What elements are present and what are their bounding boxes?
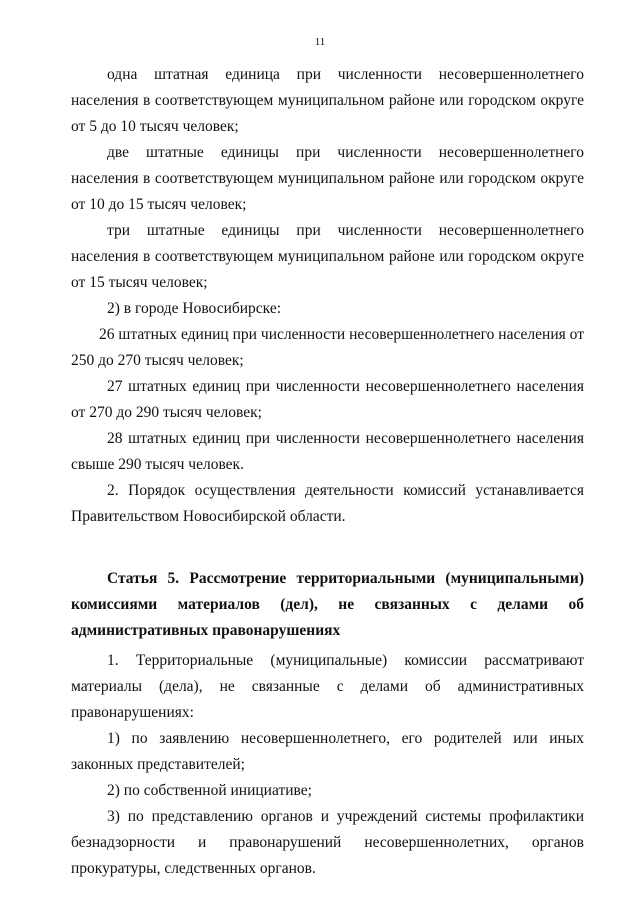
paragraph-staff-unit-two: две штатные единицы при численности несовершеннолетнего населения в соответствующем муниципальном районе или городском округе от 10 до 15 тысяч человек; [71,144,584,213]
paragraph-procedure: 2. Порядок осуществления деятельности комиссий устанавливается Правительством Новосибирской области. [71,482,584,525]
article-title [71,566,584,644]
paragraph-staff-unit-one: одна штатная единица при численности несовершеннолетнего населения в соответствующем муниципальном районе или городском округе от 5 до 10 тысяч человек; [71,66,584,135]
article-title-lead: Статья 5. Рассмотрение территориальными (муниципальными) [107,570,584,587]
paragraph-novosibirsk-heading: 2) в городе Новосибирске: [107,300,282,317]
article-paragraph-1: 1. Территориальные (муниципальные) комиссии рассматривают материалы (дела), не связанные с делами об административных правонарушениях: [71,652,584,721]
page-number: 11 [314,36,326,48]
paragraph-staff-units-26: 26 штатных единиц при численности несовершеннолетнего населения от 250 до 270 тысяч человек; [71,326,584,369]
article-body [71,648,584,882]
article-item-3: 3) по представлению органов и учреждений системы профилактики безнадзорности и правонарушений несовершеннолетних, органов прокуратуры, следственных органов. [71,808,584,877]
document-body [71,62,584,882]
paragraph-staff-unit-three: три штатные единицы при численности несовершеннолетнего населения в соответствующем муниципальном районе или городском округе от 15 тысяч человек; [71,222,584,291]
section-gap [71,530,584,556]
article-title-rest: комиссиями материалов (дел), не связанных с делами об административных правонарушениях [71,596,584,639]
paragraph-staff-units-27: 27 штатных единиц при численности несовершеннолетнего населения от 270 до 290 тысяч человек; [71,378,584,421]
article-item-1: 1) по заявлению несовершеннолетнего, его родителей или иных законных представителей; [71,730,584,773]
article-item-2: 2) по собственной инициативе; [107,782,312,799]
paragraph-staff-units-28: 28 штатных единиц при численности несовершеннолетнего населения свыше 290 тысяч человек. [71,430,584,473]
